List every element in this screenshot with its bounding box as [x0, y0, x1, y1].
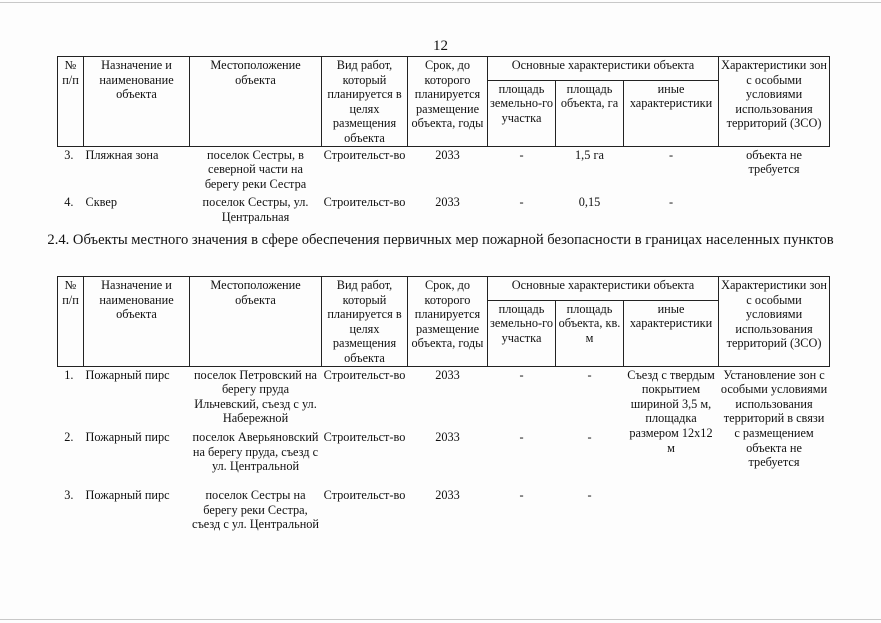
row-term: 2033 [435, 487, 460, 502]
row-land-area: - [519, 367, 524, 382]
header-num: № п/п [58, 277, 84, 367]
header-term: Срок, до которого планируется размещение объекта, годы [408, 277, 488, 367]
row-land-area: - [519, 429, 524, 444]
row-location: поселок Сестры, в северной части на берегу реки Сестра [204, 147, 307, 191]
table-row [58, 194, 830, 227]
other-characteristics-merged: Съезд с твердым покрытием шириной 3,5 м, площадка размером 12х12 м [627, 367, 715, 455]
section-title: 2.4. Объекты местного значения в сфере обеспечения первичных мер пожарной безопасности в границах населенных пунктов [47, 232, 834, 248]
row-work: Строительст-во [323, 487, 406, 502]
row-object-area: 1,5 га [575, 147, 604, 162]
row-term: 2033 [435, 367, 460, 382]
row-num: 1. [64, 367, 74, 382]
row-work: Строительст-во [323, 195, 406, 210]
row-num: 4. [64, 195, 74, 210]
scan-top-edge [0, 2, 881, 3]
header-work-type: Вид работ, который планируется в целях размещения объекта [322, 57, 408, 147]
header-term: Срок, до которого планируется размещение объекта, годы [408, 57, 488, 147]
header-name: Назначение и наименование объекта [84, 57, 190, 147]
row-num: 2. [64, 429, 74, 444]
row-num: 3. [64, 147, 74, 162]
row-name: Пожарный пирс [85, 367, 170, 382]
page-number: 12 [433, 38, 448, 54]
row-land-area: - [519, 487, 524, 502]
row-name: Пожарный пирс [85, 487, 170, 502]
header-other-chars: иные характеристики [624, 300, 719, 366]
row-name: Пожарный пирс [85, 429, 170, 444]
objects-table-1 [57, 56, 830, 228]
header-num: № п/п [58, 57, 84, 147]
row-other: - [668, 195, 674, 210]
row-work: Строительст-во [323, 147, 406, 162]
header-other-chars: иные характеристики [624, 80, 719, 146]
header-zso: Характеристики зон с особыми условиями использования территорий (ЗСО) [719, 57, 830, 147]
header-main-chars: Основные характеристики объекта [488, 57, 719, 81]
row-location: поселок Сестры, ул. Центральная [202, 195, 309, 224]
scan-bottom-edge [0, 619, 881, 620]
row-work: Строительст-во [323, 367, 406, 382]
row-num: 3. [64, 487, 74, 502]
row-term: 2033 [435, 147, 460, 162]
row-term: 2033 [435, 195, 460, 210]
row-location: поселок Петровский на берегу пруда Ильчевский, съезд с ул. Набережной [193, 367, 318, 426]
row-name: Пляжная зона [85, 147, 159, 162]
row-term: 2033 [435, 429, 460, 444]
table-row [58, 146, 830, 194]
row-object-area: - [587, 367, 592, 382]
header-main-chars: Основные характеристики объекта [488, 277, 719, 301]
row-work: Строительст-во [323, 429, 406, 444]
header-object-area: площадь объекта, га [556, 80, 624, 146]
row-land-area: - [519, 147, 524, 162]
header-location: Местоположение объекта [190, 57, 322, 147]
row-object-area: - [587, 487, 592, 502]
row-other: - [668, 147, 674, 162]
header-name: Назначение и наименование объекта [84, 277, 190, 367]
table-row [58, 366, 830, 429]
objects-table-2 [57, 276, 830, 535]
header-land-area: площадь земельно-го участка [488, 80, 556, 146]
header-location: Местоположение объекта [190, 277, 322, 367]
header-zso: Характеристики зон с особыми условиями использования территорий (ЗСО) [719, 277, 830, 367]
row-zso: объекта не требуется [746, 147, 802, 177]
row-object-area: 0,15 [578, 195, 601, 210]
row-location: поселок Аверьяновский на берегу пруда, съезд с ул. Центральной [192, 429, 319, 474]
header-work-type: Вид работ, который планируется в целях размещения объекта [322, 277, 408, 367]
zso-merged: Установление зон с особыми условиями использования территорий в связи с размещением объекта не требуется [720, 367, 828, 470]
header-land-area: площадь земельно-го участка [488, 300, 556, 366]
row-object-area: - [587, 429, 592, 444]
header-object-area: площадь объекта, кв. м [556, 300, 624, 366]
row-location: поселок Сестры на берегу реки Сестра, съезд с ул. Центральной [191, 487, 320, 532]
row-zso [719, 194, 830, 227]
row-name: Сквер [85, 195, 118, 210]
row-land-area: - [519, 195, 524, 210]
